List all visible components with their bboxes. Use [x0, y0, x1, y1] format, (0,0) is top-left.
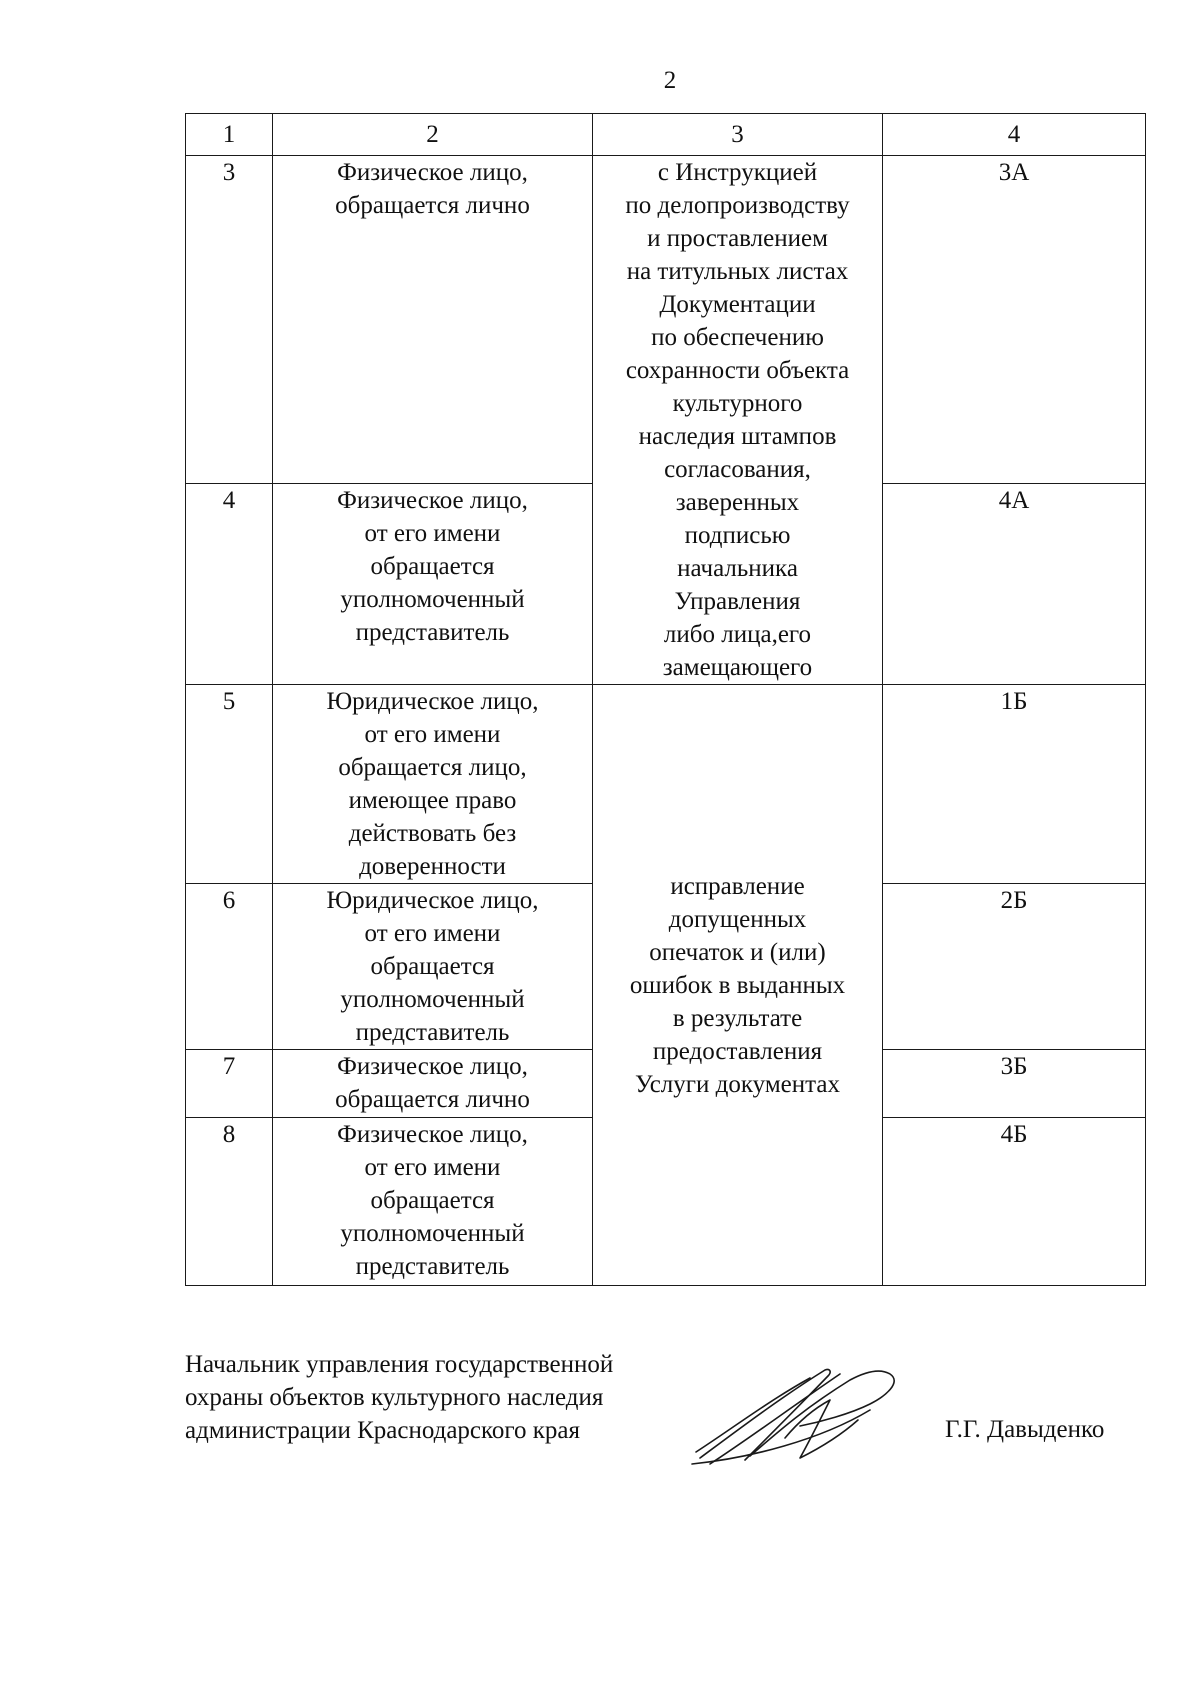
handwritten-signature [690, 1360, 910, 1475]
code-cell: 2Б [883, 884, 1146, 1050]
code-cell: 4Б [883, 1118, 1146, 1286]
table-header-row [186, 114, 1146, 156]
result-cell-b: исправление допущенных опечаток и (или) ошибок в выданных в результате предоставления Услуги документах [593, 685, 883, 1286]
row-number: 8 [186, 1118, 273, 1286]
row-number: 5 [186, 685, 273, 884]
page-number: 2 [663, 67, 677, 94]
row-number: 6 [186, 884, 273, 1050]
applicant-cell: Физическое лицо, обращается лично [273, 156, 593, 484]
signer-title-block [185, 1348, 613, 1447]
signer-title-line: охраны объектов культурного наследия [185, 1384, 604, 1411]
row-number: 4 [186, 484, 273, 685]
table-row [186, 685, 1146, 884]
code-cell: 1Б [883, 685, 1146, 884]
signer-title-line: администрации Краснодарского края [185, 1417, 581, 1444]
signer-title-line: Начальник управления государственной [185, 1351, 614, 1378]
result-cell-a: с Инструкцией по делопроизводству и проставлением на титульных листах Документации по обеспечению сохранности объекта культурного наследия штампов согласования, заверенных подписью начальника Управления либо лица,его замещающего [593, 156, 883, 685]
header-cell-3: 3 [593, 114, 883, 156]
code-cell: 3Б [883, 1050, 1146, 1118]
applicant-cell: Физическое лицо, обращается лично [273, 1050, 593, 1118]
applicant-cell: Юридическое лицо, от его имени обращается уполномоченный представитель [273, 884, 593, 1050]
header-cell-1: 1 [186, 114, 273, 156]
applicant-cell: Физическое лицо, от его имени обращается уполномоченный представитель [273, 484, 593, 685]
signer-name: Г.Г. Давыденко [945, 1416, 1105, 1443]
header-cell-2: 2 [273, 114, 593, 156]
row-number: 7 [186, 1050, 273, 1118]
row-number: 3 [186, 156, 273, 484]
code-cell: 4А [883, 484, 1146, 685]
document-table [185, 113, 1146, 1286]
applicant-cell: Юридическое лицо, от его имени обращается лицо, имеющее право действовать без доверенности [273, 685, 593, 884]
code-cell: 3А [883, 156, 1146, 484]
applicant-cell: Физическое лицо, от его имени обращается уполномоченный представитель [273, 1118, 593, 1286]
table-row [186, 156, 1146, 484]
header-cell-4: 4 [883, 114, 1146, 156]
